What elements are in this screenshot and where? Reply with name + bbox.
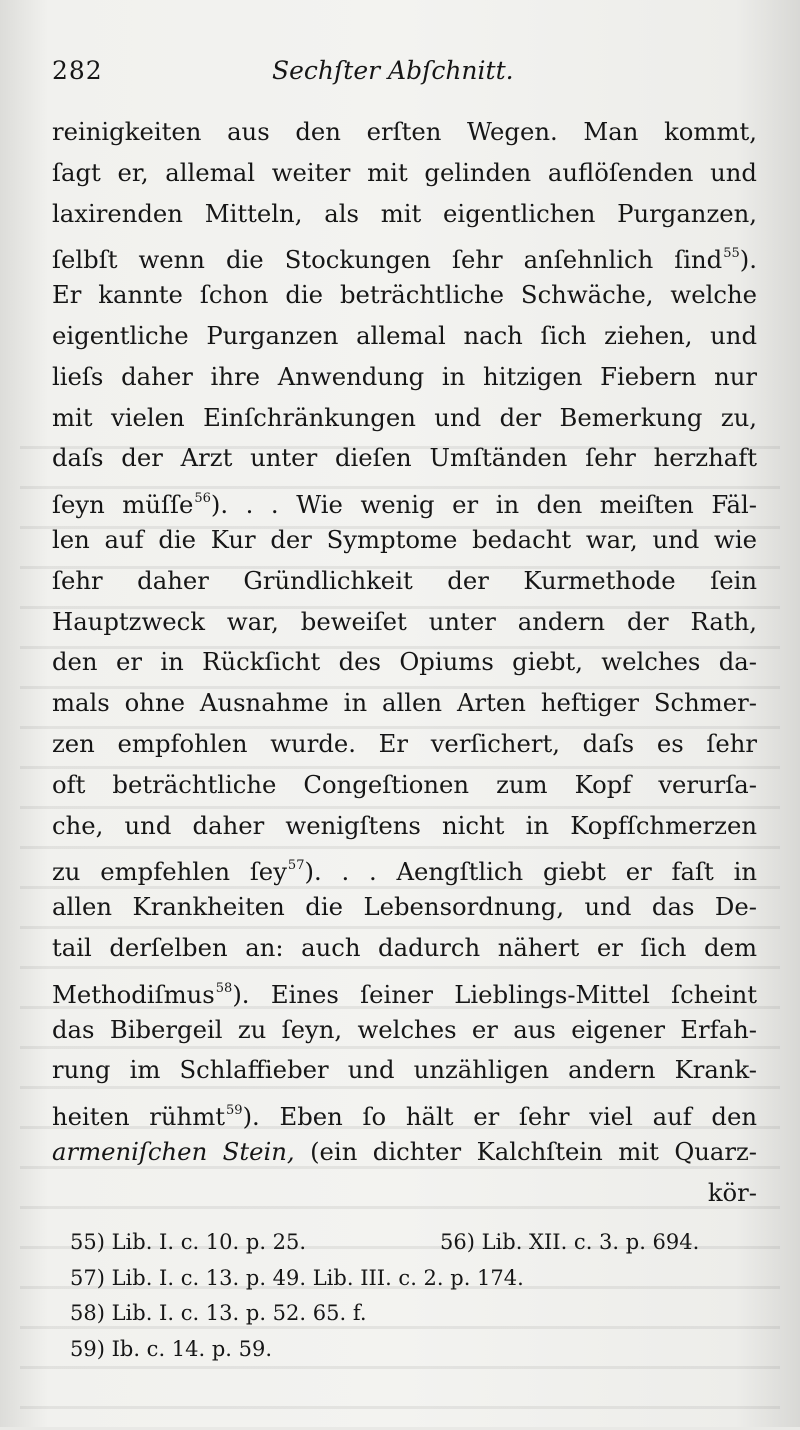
footnote-marker: 55 [723, 246, 740, 262]
line-text: mit vielen Einſchränkungen und der Bemerkung zu, [52, 402, 757, 432]
line-text: heiten rühmt [52, 1102, 226, 1132]
line-text-continued: ). Eines ſeiner Lieblings-Mittel ſcheint [232, 979, 757, 1009]
line-text: oft beträchtliche Congeſtionen zum Kopf verurſa- [52, 769, 757, 799]
line-text-continued: ). . . Wie wenig er in den meiſten Fäl- [210, 490, 757, 520]
line-text: len auf die Kur der Symptome bedacht war, und wie [52, 524, 757, 554]
text-line [52, 928, 757, 969]
catchword: kör- [707, 1177, 757, 1207]
text-line [52, 316, 757, 357]
text-line [52, 724, 757, 765]
line-text-continued: (ein dichter Kalchſtein mit Quarz- [294, 1136, 757, 1166]
text-line [52, 479, 757, 520]
page-header [52, 50, 752, 90]
footnotes [70, 1225, 770, 1367]
text-line [52, 561, 757, 602]
line-text: Hauptzweck war, beweiſet unter andern der Rath, [52, 606, 757, 636]
footnote [70, 1225, 770, 1261]
italic-text: armeniſchen Stein, [52, 1136, 295, 1166]
footnote-text: 57) Lib. I. c. 13. p. 49. Lib. III. c. 2. p. 174. [70, 1265, 524, 1290]
footnote-text: 55) Lib. I. c. 10. p. 25. [70, 1230, 307, 1254]
text-line [52, 846, 757, 887]
line-text: laxirenden Mitteln, als mit eigentlichen Purganzen, [52, 198, 757, 228]
line-text: reinigkeiten aus den erſten Wegen. Man kommt, [52, 117, 757, 146]
text-line [52, 194, 757, 235]
line-text: ſehr daher Gründlichkeit der Kurmethode ſein [52, 565, 757, 595]
footnote [70, 1296, 770, 1332]
line-text: ſagt er, allemal weiter mit gelinden auflöſenden und [52, 157, 757, 187]
footnote-text: 56) Lib. XII. c. 3. p. 694. [440, 1230, 700, 1254]
text-line [52, 642, 757, 683]
running-head: Sechſter Abſchnitt. [272, 56, 514, 85]
text-line [52, 1050, 757, 1091]
footnote-marker: 57 [287, 858, 305, 874]
text-line [52, 275, 757, 316]
text-line [52, 887, 757, 928]
line-text: ſelbſt wenn die Stockungen ſehr anſehnlich ſind [52, 245, 723, 275]
text-line [52, 602, 757, 643]
text-line [52, 357, 757, 398]
line-text: zu empfehlen ſey [52, 857, 287, 887]
line-text: den er in Rückſicht des Opiums giebt, welches da- [52, 647, 757, 677]
body-text [52, 112, 757, 1214]
line-text: Er kannte ſchon die beträchtliche Schwäche, welche [52, 280, 757, 310]
text-line [52, 1132, 757, 1173]
text-line [52, 683, 757, 724]
line-text-continued: ). . . Aengſtlich giebt er faſt in [304, 857, 757, 887]
footnote-text: 58) Lib. I. c. 13. p. 52. 65. f. [70, 1301, 367, 1325]
line-text: che, und daher wenigſtens nicht in Kopfſchmerzen [52, 810, 757, 840]
text-line [52, 112, 757, 153]
text-line [52, 438, 757, 479]
line-text: ſeyn müſſe [52, 490, 194, 520]
text-line [52, 520, 757, 561]
footnote-marker: 59 [226, 1103, 243, 1119]
text-line [52, 1091, 757, 1132]
line-text: tail derſelben an: auch dadurch nähert er ſich dem [52, 932, 757, 962]
line-text: Methodiſmus [52, 979, 215, 1009]
text-line [52, 153, 757, 194]
footnote [70, 1261, 770, 1297]
text-line [52, 969, 757, 1010]
footnote-marker: 56 [194, 491, 211, 507]
text-line [52, 1010, 757, 1051]
text-line [52, 398, 757, 439]
line-text: lieſs daher ihre Anwendung in hitzigen Fiebern nur [52, 361, 757, 391]
line-text: daſs der Arzt unter dieſen Umſtänden ſehr herzhaft [52, 443, 757, 473]
footnote-marker: 58 [215, 980, 233, 996]
line-text-continued: ). Eben ſo hält er ſehr viel auf den [242, 1102, 757, 1132]
line-text: das Bibergeil zu ſeyn, welches er aus eigener Erfah- [52, 1014, 757, 1044]
line-text: allen Krankheiten die Lebensordnung, und das De- [52, 892, 757, 922]
text-line [52, 234, 757, 275]
line-text: mals ohne Ausnahme in allen Arten heftiger Schmer- [52, 688, 757, 718]
footnote [70, 1332, 770, 1368]
line-text: eigentliche Purganzen allemal nach ſich ziehen, und [52, 320, 757, 350]
line-text: rung im Schlaffieber und unzähligen andern Krank- [52, 1055, 757, 1085]
footnote-text: 59) Ib. c. 14. p. 59. [70, 1336, 273, 1361]
page-number: 282 [52, 56, 103, 85]
line-text-continued: ). [739, 245, 757, 275]
text-line [52, 765, 757, 806]
line-text: zen empfohlen wurde. Er verſichert, daſs es ſehr [52, 728, 757, 758]
text-line [52, 806, 757, 847]
